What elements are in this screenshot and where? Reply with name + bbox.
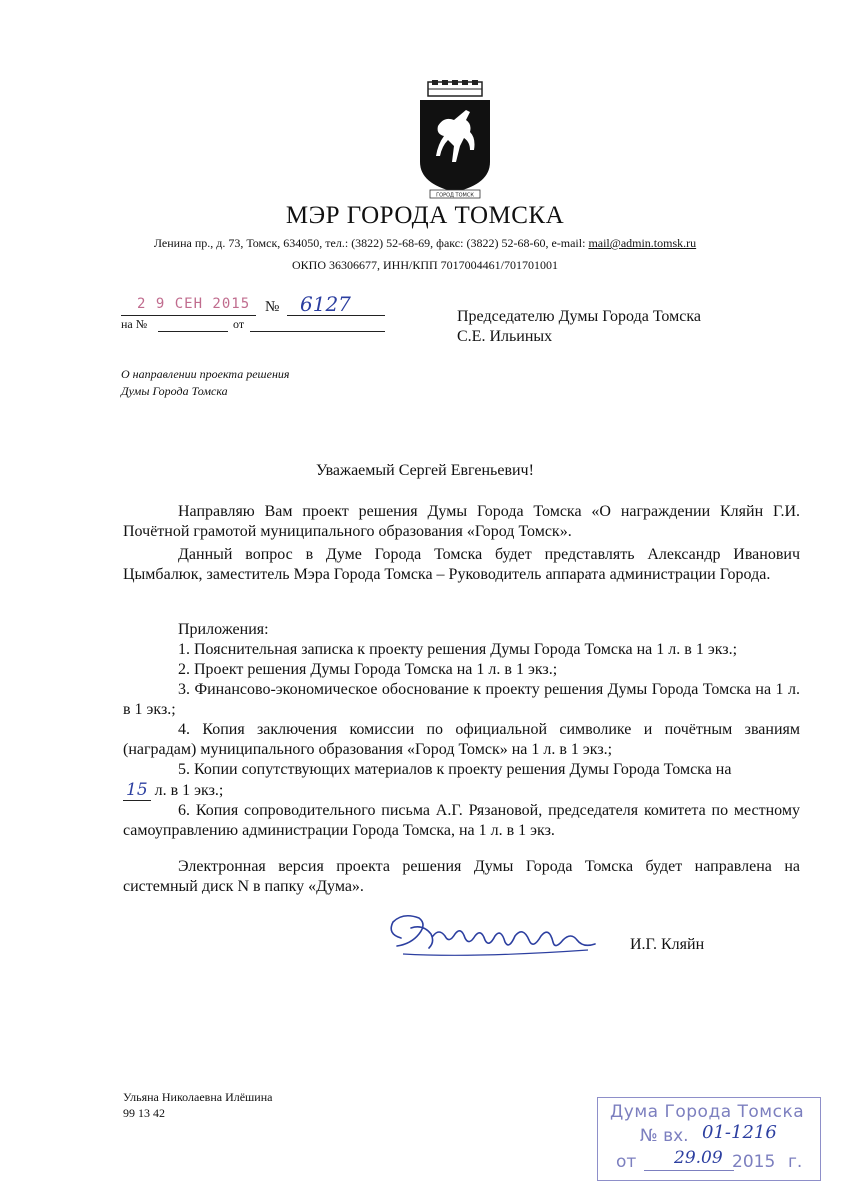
signatory-name: И.Г. Кляйн <box>630 936 705 953</box>
attachment-item-5-pages: 15 <box>123 780 151 801</box>
addressee-name: С.Е. Ильиных <box>457 328 553 345</box>
letter-subject <box>121 366 289 400</box>
stamp-date-line <box>644 1170 734 1171</box>
addressee-position: Председателю Думы Города Томска <box>457 308 701 325</box>
addressee <box>457 307 701 347</box>
reply-date-line <box>250 331 385 332</box>
number-line <box>287 315 385 316</box>
stamp-number-label: № вх. <box>640 1126 689 1146</box>
attachment-item-5-cont <box>123 780 800 801</box>
stamp-year: 2015 <box>732 1152 776 1172</box>
attachment-item-5 <box>123 760 800 780</box>
attachment-item-3: 3. Финансово-экономическое обоснование к проекту решения Думы Города Томска на 1 л. в 1 экз.; <box>123 681 800 718</box>
reply-to-label: на № <box>121 317 148 331</box>
executor-name: Ульяна Николаевна Илёшина <box>123 1090 273 1104</box>
subject-line-2: Думы Города Томска <box>121 384 228 398</box>
organization-address <box>0 236 850 251</box>
attachment-item-1: 1. Пояснительная записка к проекту решения Думы Города Томска на 1 л. в 1 экз.; <box>178 641 738 658</box>
organization-title: МЭР ГОРОДА ТОМСКА <box>285 202 565 229</box>
stamp-incoming-number: 01-1216 <box>702 1122 777 1143</box>
svg-text:ГОРОД ТОМСК: ГОРОД ТОМСК <box>436 192 474 199</box>
stamp-date-label: от <box>616 1152 637 1172</box>
incoming-registration-stamp <box>597 1097 821 1181</box>
salutation: Уважаемый Сергей Евгеньевич! <box>316 462 534 479</box>
executor-info <box>123 1089 272 1121</box>
body-paragraph-1: Направляю Вам проект решения Думы Города Томска «О награждении Кляйн Г.И. Почётной грамотой муниципального образования «Город Томск». <box>123 503 800 540</box>
subject-line-1: О направлении проекта решения <box>121 367 290 381</box>
handwritten-signature <box>383 906 613 966</box>
address-text: Ленина пр., д. 73, Томск, 634050, тел.: (3822) 52-68-69, факс: (3822) 52-68-60, e-mail: <box>153 236 589 250</box>
attachments-list <box>123 640 800 841</box>
outgoing-number: 6127 <box>300 292 351 316</box>
body-paragraph-2: Данный вопрос в Думе Города Томска будет представлять Александр Иванович Цымбалюк, заместитель Мэра Города Томска – Руководитель аппарата администрации Города. <box>123 546 800 583</box>
stamp-incoming-date: 29.09 <box>674 1148 723 1168</box>
organization-codes: ОКПО 36306677, ИНН/КПП 7017004461/701701001 <box>291 258 558 272</box>
attachment-item-2: 2. Проект решения Думы Города Томска на 1 л. в 1 экз.; <box>178 661 558 678</box>
attachment-item-4: 4. Копия заключения комиссии по официальной символике и почётным званиям (наградам) муниципального образования «Город Томск» на 1 л. в 1 экз.; <box>123 721 800 758</box>
attachment-item-5-text: 5. Копии сопутствующих материалов к проекту решения Думы Города Томска на <box>178 761 732 778</box>
reply-number-line <box>158 331 228 332</box>
stamp-year-suffix: г. <box>788 1152 803 1172</box>
number-sign: № <box>265 299 280 315</box>
attachments-title: Приложения: <box>178 621 269 638</box>
attachment-item-5-tail: л. в 1 экз.; <box>150 782 224 799</box>
body-paragraph-3: Электронная версия проекта решения Думы Города Томска будет направлена на системный диск N в папку «Дума». <box>123 858 800 895</box>
attachment-item-6: 6. Копия сопроводительного письма А.Г. Рязановой, председателя комитета по местному самоуправлению администрации Города Томска, на 1 л. в 1 экз. <box>123 802 800 839</box>
city-crest-icon <box>410 80 500 200</box>
email-link[interactable]: mail@admin.tomsk.ru <box>588 236 697 250</box>
outgoing-date-stamp: 2 9 СЕН 2015 <box>137 296 251 312</box>
reply-date-label: от <box>233 317 245 331</box>
executor-phone: 99 13 42 <box>123 1106 165 1120</box>
stamp-organization: Дума Города Томска <box>610 1102 805 1122</box>
date-line <box>121 315 256 316</box>
